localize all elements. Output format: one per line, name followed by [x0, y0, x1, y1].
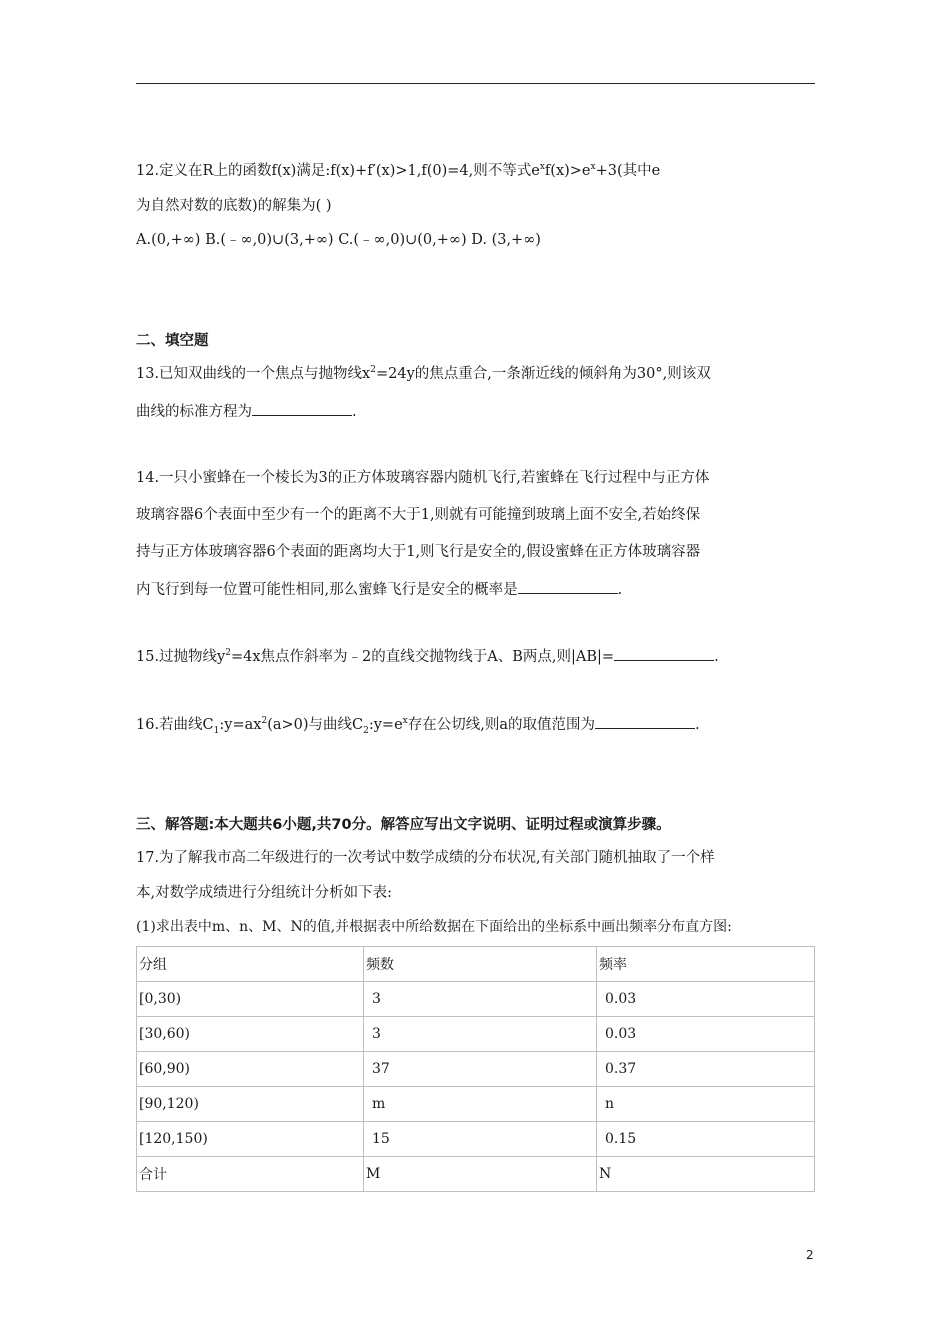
cell-group: [60,90): [137, 1052, 364, 1087]
cell-count: 3: [364, 982, 597, 1017]
q13-line1: 13.已知双曲线的一个焦点与抛物线$x^2=24y$的焦点重合,一条渐近线的倾斜角为30°,则该双: [136, 365, 711, 382]
cell-count: 15: [364, 1122, 597, 1157]
cell-group: [90,120): [137, 1087, 364, 1122]
cell-group: [30,60): [137, 1017, 364, 1052]
cell-group: [0,30): [137, 982, 364, 1017]
q15-line: 15.过抛物线$y^2=4x$焦点作斜率为﹣2的直线交抛物线于A、B两点,则|AB|= .: [136, 646, 821, 667]
q14-line3: 持与正方体玻璃容器6个表面的距离均大于1,则飞行是安全的,假设蜜蜂在正方体玻璃容器: [136, 544, 701, 560]
table-header-row: [137, 947, 815, 982]
cell-count: 3: [364, 1017, 597, 1052]
table-row: [137, 1087, 815, 1122]
section-3-title: 三、解答题:本大题共6小题,共70分。解答应写出文字说明、证明过程或演算步骤。: [136, 817, 671, 833]
cell-rate: 0.15: [597, 1122, 815, 1157]
table-row: [137, 1052, 815, 1087]
q13-answer-blank[interactable]: [252, 401, 352, 416]
q16-answer-blank[interactable]: [595, 714, 695, 729]
cell-count: M: [364, 1157, 597, 1192]
cell-rate: 0.03: [597, 982, 815, 1017]
cell-group: 合计: [137, 1157, 364, 1192]
table-row: [137, 982, 815, 1017]
q13-line2: 曲线的标准方程为 .: [136, 401, 821, 422]
q12-options: A.(0,+∞) B.(﹣∞,0)∪(3,+∞) C.(﹣∞,0)∪(0,+∞) D. (3,+∞): [136, 232, 541, 248]
frequency-table: [136, 946, 815, 1192]
cell-count: m: [364, 1087, 597, 1122]
cell-group: [120,150): [137, 1122, 364, 1157]
cell-rate: n: [597, 1087, 815, 1122]
cell-rate: N: [597, 1157, 815, 1192]
header-frequency-rate: 频率: [597, 947, 815, 982]
header-group: 分组: [137, 947, 364, 982]
q14-line1: 14.一只小蜜蜂在一个棱长为3的正方体玻璃容器内随机飞行,若蜜蜂在飞行过程中与正方体: [136, 470, 710, 486]
header-rule: [136, 83, 815, 84]
q15-answer-blank[interactable]: [614, 646, 714, 661]
q12-line1: 12.定义在R上的函数f(x)满足:f(x)+f′(x)>1,f(0)=4,则不等式$e^xf(x)>e^x+3$(其中e: [136, 162, 661, 179]
q17-line1: 17.为了解我市高二年级进行的一次考试中数学成绩的分布状况,有关部门随机抽取了一个样: [136, 850, 715, 866]
q14-answer-blank[interactable]: [518, 579, 618, 594]
table-row: [137, 1122, 815, 1157]
q17-line2: 本,对数学成绩进行分组统计分析如下表:: [136, 885, 392, 901]
q17-line3: (1)求出表中m、n、M、N的值,并根据表中所给数据在下面给出的坐标系中画出频率分布直方图:: [136, 919, 732, 935]
cell-rate: 0.03: [597, 1017, 815, 1052]
header-frequency-count: 频数: [364, 947, 597, 982]
table-total-row: [137, 1157, 815, 1192]
section-2-title: 二、填空题: [136, 333, 209, 349]
q14-line4: 内飞行到每一位置可能性相同,那么蜜蜂飞行是安全的概率是 .: [136, 579, 821, 600]
q14-line2: 玻璃容器6个表面中至少有一个的距离不大于1,则就有可能撞到玻璃上面不安全,若始终保: [136, 507, 701, 523]
cell-rate: 0.37: [597, 1052, 815, 1087]
page-number: 2: [806, 1248, 814, 1262]
cell-count: 37: [364, 1052, 597, 1087]
table-row: [137, 1017, 815, 1052]
q12-line2: 为自然对数的底数)的解集为( ): [136, 198, 332, 214]
q16-line: 16.若曲线$C_1:y=ax^2(a>0)$与曲线$C_2:y=e^x$存在公切线,则a的取值范围为 .: [136, 714, 821, 735]
